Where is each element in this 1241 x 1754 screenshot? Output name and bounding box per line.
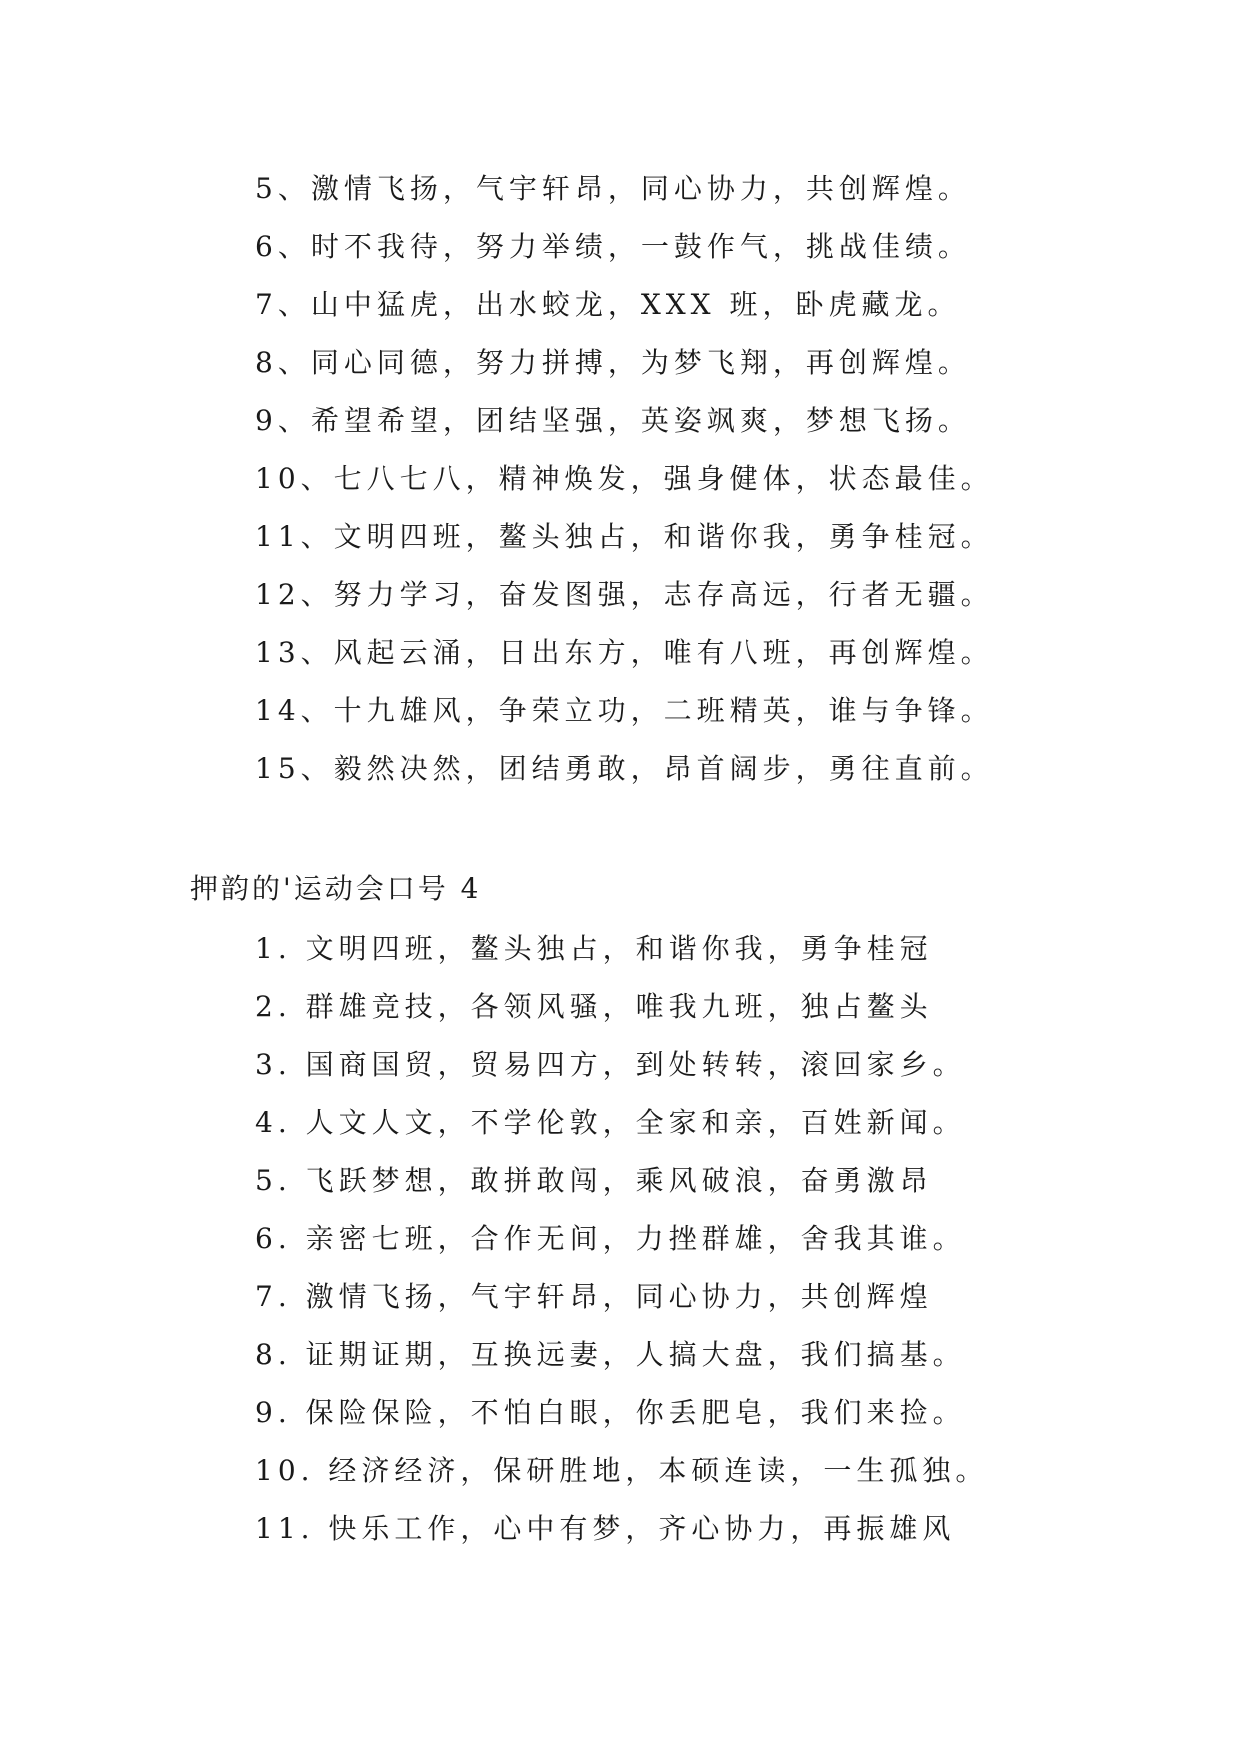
list-item: 7、山中猛虎，出水蛟龙，XXX 班，卧虎藏龙。 bbox=[255, 288, 961, 321]
list-item: 13、风起云涌，日出东方，唯有八班，再创辉煌。 bbox=[255, 636, 994, 669]
list-item: 3. 国商国贸，贸易四方，到处转转，滚回家乡。 bbox=[255, 1048, 966, 1081]
list-item: 6. 亲密七班，合作无间，力挫群雄，舍我其谁。 bbox=[255, 1222, 966, 1255]
list-item: 6、时不我待，努力举绩，一鼓作气，挑战佳绩。 bbox=[255, 230, 971, 263]
list-item: 2. 群雄竞技，各领风骚，唯我九班，独占鳌头 bbox=[255, 990, 933, 1023]
list-item: 10、七八七八，精神焕发，强身健体，状态最佳。 bbox=[255, 462, 994, 495]
slogan-list-continued bbox=[0, 160, 994, 798]
list-item: 7. 激情飞扬，气宇轩昂，同心协力，共创辉煌 bbox=[255, 1280, 933, 1313]
list-item: 10. 经济经济，保研胜地，本硕连读，一生孤独。 bbox=[255, 1454, 989, 1487]
list-item: 11、文明四班，鳌头独占，和谐你我，勇争桂冠。 bbox=[255, 520, 994, 553]
list-item: 11. 快乐工作，心中有梦，齐心协力，再振雄风 bbox=[255, 1512, 956, 1545]
section-heading: 押韵的'运动会口号 4 bbox=[190, 872, 482, 905]
list-item: 5. 飞跃梦想，敢拼敢闯，乘风破浪，奋勇激昂 bbox=[255, 1164, 933, 1197]
list-item: 9、希望希望，团结坚强，英姿飒爽，梦想飞扬。 bbox=[255, 404, 971, 437]
list-item: 15、毅然决然，团结勇敢，昂首阔步，勇往直前。 bbox=[255, 752, 994, 785]
list-item: 8. 证期证期，互换远妻，人搞大盘，我们搞基。 bbox=[255, 1338, 966, 1371]
slogan-list-rhyming bbox=[0, 920, 988, 1558]
list-item: 4. 人文人文，不学伦敦，全家和亲，百姓新闻。 bbox=[255, 1106, 966, 1139]
list-item: 8、同心同德，努力拼搏，为梦飞翔，再创辉煌。 bbox=[255, 346, 971, 379]
list-item: 1. 文明四班，鳌头独占，和谐你我，勇争桂冠 bbox=[255, 932, 933, 965]
list-item: 14、十九雄风，争荣立功，二班精英，谁与争锋。 bbox=[255, 694, 994, 727]
list-item: 9. 保险保险，不怕白眼，你丢肥皂，我们来捡。 bbox=[255, 1396, 966, 1429]
list-item: 5、激情飞扬，气宇轩昂，同心协力，共创辉煌。 bbox=[255, 172, 971, 205]
list-item: 12、努力学习，奋发图强，志存高远，行者无疆。 bbox=[255, 578, 994, 611]
